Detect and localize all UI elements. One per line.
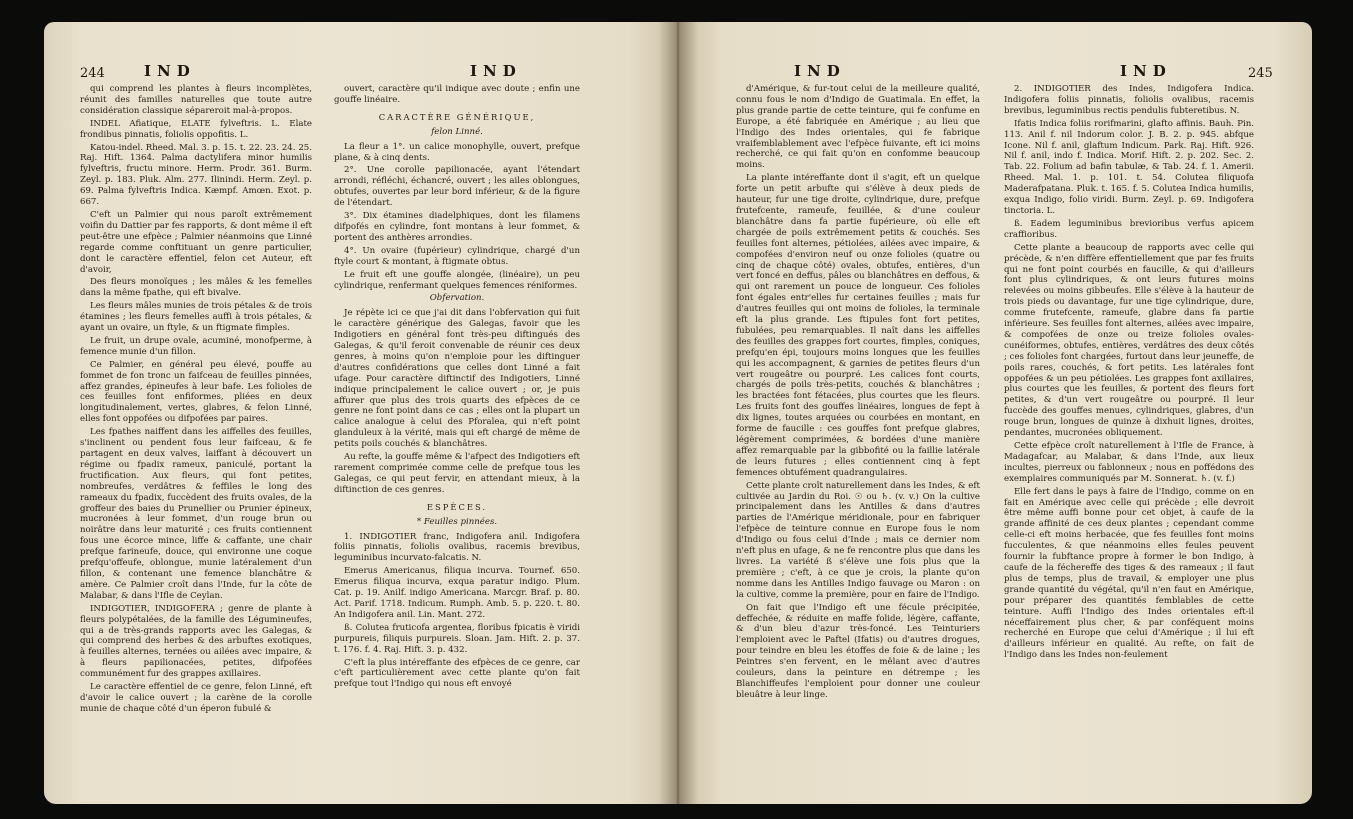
left-running-head-2: IND [470, 62, 522, 80]
paragraph: qui comprend les plantes à fleurs incomplètes, réunit des familles naturelles que toute autre considération classique sépareroit mal-à-propos. [80, 84, 312, 116]
left-col2-character [334, 142, 580, 292]
right-running-head-1: IND [794, 62, 846, 80]
paragraph: Cette efpèce croît naturellement à l'Ifle de France, à Madagafcar, au Malabar, & dans l'Inde, aux lieux incultes, pierreux ou fablonneux ; nous en poffédons des exemplaires communiqués par M. Sonnerat. ♄. (v. f.) [1004, 441, 1254, 484]
paragraph: Ifatis Indica foliis rorifmarini, glafto affinis. Bauh. Pin. 113. Anil f. nil Indorum color. J. B. 2. p. 945. abfque Icone. Nil f. anil, glaftum Indicum. Park. Raj. Hift. 926. Nil f. anil, indo f. Indica. Morif. Hift. 2. p. 202. Sec. 2. Tab. 22. Folium ad bafin tabulæ, & Tab. 24. f. 1. Amerii. Rheed. Mal. 1. p. 101. t. 54. Colutea filiquofa Maderafpatana. Pluk. t. 165. f. 5. Colutea Indica humilis, exqua Indigo, folio viridi. Burm. Zeyl. p. 69. Indigofera tinctoria. L. [1004, 118, 1254, 216]
open-book [44, 22, 1312, 804]
paragraph: Katou-indel. Rheed. Mal. 3. p. 15. t. 22. 23. 24. 25. Raj. Hift. 1364. Palma dactylifera minor humilis fylveftris, fructu minore. Herm. Prodr. 361. Burm. Zeyl. p. 183. Pluk. Alm. 277. Ilinindi. Herm. Zeyl. p. 69. Palma fylveftris Indica. Kæmpf. Amœn. Exot. p. 667. [80, 142, 312, 208]
left-col2-observation [334, 308, 580, 495]
left-col2-intro [334, 84, 580, 106]
paragraph: C'eft un Palmier qui nous paroît extrêmement voifin du Dattier par fes rapports, & dont même il eft peut-être une efpèce ; Palmier néanmoins que Linné regarde comme conftituant un genre particulier, dont le caractère effentiel, felon cet Auteur, eft d'avoir, [80, 209, 312, 275]
paragraph: d'Amérique, & fur-tout celui de la meilleure qualité, connu fous le nom d'Indigo de Guatimala. En effet, la plus grande partie de cette teinture, qui fe confume en Europe, a été fabriquée en Amérique ; au lieu que l'Indigo des Indes orientales, qui fe fabrique vraifemblablement avec l'efpèce fuivante, eft ici moins recherché, ce qui fait qu'on en confomme beaucoup moins. [736, 84, 980, 171]
paragraph: 2°. Une corolle papilionacée, ayant l'étendart arrondi, réfléchi, échancré, ouvert ; les ailes oblongues, obtufes, ouvertes par leur bord inférieur, & de la figure de l'étendart. [334, 165, 580, 209]
paragraph: La plante intéreffante dont il s'agit, eft un quelque forte un petit arbufte qui s'élève à deux pieds de hauteur, fur une tige droite, cylindrique, dure, prefque frutefcente, rameufe, feuillée, & d'une couleur blanchâtre dans fa partie fupérieure, où elle eft chargée de poils extrêmement petits & couchés. Ses feuilles font alternes, pétiolées, ailées avec impaire, & compofées d'environ neuf ou onze folioles (quatre ou cinq de chaque côté) ovales, obtufes, entières, d'un vert foncé en deffus, pâles ou blanchâtres en deffous, & qui ont rarement un pouce de longueur. Ces folioles font égales entr'elles fur certaines feuilles ; mais fur d'autres feuilles qui ont moins de folioles, la terminale eft la plus grande. Les ftipules font fort petites, fubulées, peu remarquables. Il naît dans les aiffelles des feuilles des grappes fort courtes, fimples, coniques, prefqu'en épi, toujours moins longues que les feuilles qui les accompagnent, & garnies de petites fleurs d'un vert rougeâtre ou pourpré. Les calices font courts, chargés de poils très-petits, couchés & blanchâtres ; les bractées font fétacées, plus courtes que les fleurs. Les fruits font des gouffes linéaires, longues de fept à dix lignes, toutes arquées ou courbées en montant, en forme de faucille : ces gouffes font prefque glabres, légèrement comprimées, & bordées d'une manière affez remarquable par la gibbofité ou la faillie latérale de leurs futures ; elles contiennent cinq à fept femences obtufément quadrangulaires. [736, 173, 980, 478]
section-heading-species: ESPÈCES. [426, 501, 488, 512]
section-subheading-pinnate-leaves: * Feuilles pinnées. [416, 516, 498, 527]
paragraph: INDEL Afiatique, ELATE fylveftris. L. Elate frondibus pinnatis, foliolis oppofitis. L. [80, 118, 312, 140]
right-page [678, 22, 1312, 804]
paragraph: On fait que l'Indigo eft une fécule précipitée, deffechée, & réduite en maffe folide, légère, caffante, & d'un bleu d'azur très-foncé. Les Teinturiers l'emploient avec le Paftel (Ifatis) ou d'autres drogues, pour teindre en bleu les étoffes de foie & de laine ; les Peintres s'en fervent, en le mêlant avec d'autres couleurs, dans la peinture en détrempe ; les Blanchiffeufes l'emploient pour donner une couleur bleuâtre à leur linge. [736, 602, 980, 700]
paragraph: 4°. Un ovaire (fupérieur) cylindrique, chargé d'un ftyle court & montant, à ftigmate obtus. [334, 245, 580, 267]
paragraph: Je répète ici ce que j'ai dit dans l'obfervation qui fuit le caractère générique des Galegas, favoir que les Indigotiers en général font très-peu diftingués des Galegas, & qu'il feroit convenable de réunir ces deux genres, à moins qu'on n'emploie pour les diftinguer d'autres confidérations que celles dont Linné a fait ufage. Pour caractère diftinctif des Indigotiers, Linné indique principalement le calice ouvert ; or, je puis affurer que plus des trois quarts des efpèces de ce genre ne font point dans ce cas ; elles ont la plupart un calice analogue à celui des Pforalea, qui n'eft point glanduleux à la vérité, mais qui eft chargé de même de petits poils couchés & blanchâtres. [334, 308, 580, 450]
right-column-2 [1004, 84, 1254, 784]
paragraph: La fleur a 1°. un calice monophylle, ouvert, prefque plane, & à cinq dents. [334, 141, 580, 163]
left-col2-species [334, 532, 580, 691]
paragraph: INDIGOTIER, INDIGOFERA ; genre de plante à fleurs polypétalées, de la famille des Légumineufes, qui a de très-grands rapports avec les Galegas, & qui comprend des herbes & des arbuftes exotiques, à feuilles alternes, ternées ou ailées avec impaire, & à fleurs papilionacées, petites, difpofées communément fur des grappes axillaires. [80, 603, 312, 680]
right-page-number: 245 [1248, 66, 1273, 81]
section-heading-generic-character: CARACTÈRE GÉNÉRIQUE, [378, 111, 536, 122]
paragraph: Cette plante croît naturellement dans les Indes, & eft cultivée au Jardin du Roi. ☉ ou ♄. (v. v.) On la cultive principalement dans les Antilles & dans d'autres parties de l'Amérique méridionale, pour en fabriquer l'efpèce de teinture connue en Europe fous le nom d'Indigo ou fous celui d'Inde ; mais ce dernier nom n'eft plus en ufage, & ne fe rencontre plus que dans les livres. La variété ß s'élève une fois plus que la première ; c'eft, à ce que je crois, la plante qu'on nomme dans les Antilles Indigo fauvage ou Maron : on la cultive, comme la première, pour en faire de l'Indigo. [736, 480, 980, 600]
right-col2-paragraphs [1004, 84, 1254, 661]
left-running-head-1: IND [144, 62, 196, 80]
paragraph: Les fpathes naiffent dans les aiffelles des feuilles, s'inclinent ou pendent fous leur faifceau, & fe partagent en deux valves, laiffant à découvert un régime ou fpadix rameux, paniculé, portant la fructification. Aux fleurs, qui font petites, nombreufes, verdâtres & feffiles le long des rameaux du fpadix, fuccèdent des fruits ovales, de la groffeur des baies du Prunellier ou Prunier épineux, mucronées à leur fommet, d'un rouge brun ou noirâtre dans leur maturité ; ces fruits contiennent fous une écorce mince, liffe & caffante, une chair prefque farineufe, douce, qui environne une coque prefqu'offeufe, oblongue, munie latéralement d'un fillon, & contenant une femence blanchâtre & amère. Ce Palmier croît dans l'Inde, fur la côte de Malabar, & dans l'Ifle de Ceylan. [80, 427, 312, 601]
paragraph: ß. Eadem leguminibus brevioribus verfus apicem craffioribus. [1004, 218, 1254, 240]
paragraph: Le caractère effentiel de ce genre, felon Linné, eft d'avoir le calice ouvert ; la carène de la corolle munie de chaque côté d'un éperon fubulé & [80, 682, 312, 714]
paragraph: 1. INDIGOTIER franc, Indigofera anil. Indigofera foliis pinnatis, foliolis ovalibus, racemis brevibus, leguminibus incurvato-falcatis. N. [334, 531, 580, 564]
right-column-1 [736, 84, 980, 784]
paragraph: Les fleurs mâles munies de trois pétales & de trois étamines ; les fleurs femelles auffi à trois pétales, & ayant un ovaire, un ftyle, & un ftigmate fimples. [80, 301, 312, 334]
paragraph: Le fruit eft une gouffe alongée, (linéaire), un peu cylindrique, renfermant quelques femences réniformes. [334, 269, 580, 291]
paragraph: Ce Palmier, en général peu élevé, pouffe au fommet de fon tronc un faifceau de feuilles pinnées, affez grandes, épineufes à leur bafe. Les folioles de ces feuilles font enfiformes, pliées en deux longitudinalement, vertes, glabres, & felon Linné, elles font oppofées ou difpofées par paires. [80, 359, 312, 425]
left-column-2 [334, 84, 580, 784]
paragraph: Au refte, la gouffe même & l'afpect des Indigotiers eft rarement comprimée comme celle de prefque tous les Galegas, ce qui peut fervir, en attendant mieux, à la diftinction de ces genres. [334, 452, 580, 495]
left-page-number: 244 [80, 66, 105, 81]
paragraph: Elle fert dans le pays à faire de l'Indigo, comme on en fait en Amérique avec celle qui précède ; elle devroit être même auffi bonne pour cet objet, à caufe de la grande affinité de ces deux plantes ; cependant comme celle-ci eft moins herbacée, que fes feuilles font moins fucculentes, & que néanmoins elles feules peuvent fournir la fubftance propre à former le bon Indigo, à caufe de la féchereffe des tiges & des rameaux ; il faut plus de temps, plus de travail, & employer une plus grande quantité du végétal, qu'il n'en faut en Amérique, pour préparer des quantités femblables de cette teinture. Auffi l'Indigo des Indes orientales eft-il néceffairement plus cher, & par conféquent moins recherché en Europe que celui d'Amérique ; il lui eft d'ailleurs inférieur en qualité. Au refte, on fait de l'Indigo dans les Indes non-feulement [1004, 486, 1254, 661]
left-page [44, 22, 678, 804]
paragraph: 3°. Dix étamines diadelphiques, dont les filamens difpofés en cylindre, font montans à leur fommet, & portent des anthères arrondies. [334, 211, 580, 243]
paragraph: ß. Colutea fruticofa argentea, floribus fpicatis è viridi purpureis, filiquis purpureis. Sloan. Jam. Hift. 2. p. 37. t. 176. f. 4. Raj. Hift. 3. p. 432. [334, 622, 580, 655]
paragraph: Des fleurs monoïques ; les mâles & les femelles dans la même fpathe, qui eft bivalve. [80, 277, 312, 299]
book-gutter [658, 22, 698, 804]
section-heading-observation: Obfervation. [429, 293, 485, 304]
section-subheading-linne: felon Linné. [431, 126, 483, 137]
paragraph: Cette plante a beaucoup de rapports avec celle qui précède, & n'en diffère effentiellement que par fes fruits qui ne font point courbés en faucille, & qui d'ailleurs font plus cylindriques, & ont leurs futures moins relevées ou moins gibbeufes. Elle s'élève à la hauteur de trois pieds ou davantage, fur une tige cylindrique, dure, comme frutefcente, rameufe, glabre dans fa partie inférieure. Ses feuilles font alternes, ailées avec impaire, & compofées de onze ou treize folioles ovales-cunéiformes, obtufes, entières, verdâtres des deux côtés ; ces folioles font chargées, furtout dans leur jeuneffe, de poils rares, couchés, & fort petits. Les latérales font oppofées & un peu pétiolées. Les grappes font axillaires, plus courtes que les feuilles, & portent des fleurs fort petites, & d'un vert rougeâtre ou pourpré. Il leur fuccède des gouffes menues, cylindriques, glabres, d'un rouge brun, longues de quinze à dixhuit lignes, droites, pendantes, mucronées obliquement. [1004, 242, 1254, 439]
paragraph: C'eft la plus intéreffante des efpèces de ce genre, car c'eft particulièrement avec cette plante qu'on fait prefque tout l'Indigo qui nous eft envoyé [334, 657, 580, 690]
paragraph: Le fruit, un drupe ovale, acuminé, monofperme, à femence munie d'un fillon. [80, 335, 312, 357]
left-column-1 [80, 84, 312, 784]
left-col1-paragraphs [80, 84, 312, 715]
paragraph: 2. INDIGOTIER des Indes, Indigofera Indica. Indigofera foliis pinnatis, foliolis ovalibus, racemis brevibus, leguminibus rectis pendulis fubteretibus. N. [1004, 84, 1254, 116]
right-col1-paragraphs [736, 84, 980, 701]
paragraph: Emerus Americanus, filiqua incurva. Tournef. 650. Emerus filiqua incurva, exqua paratur indigo. Plum. Cat. p. 19. Anilf. indigo Americana. Marcgr. Braf. p. 80. Act. Parif. 1718. Indicum. Rumph. Amb. 5. p. 220. t. 80. An Indigofera anil. Lin. Mant. 272. [334, 566, 580, 620]
right-running-head-2: IND [1120, 62, 1172, 80]
paragraph: ouvert, caractère qu'il indique avec doute ; enfin une gouffe linéaire. [334, 84, 580, 105]
